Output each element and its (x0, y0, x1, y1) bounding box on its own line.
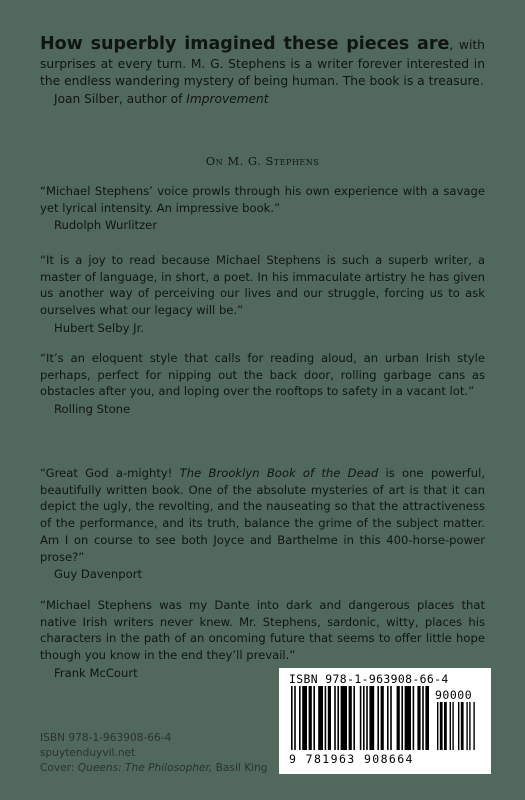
barcode-right-group: 908664 (363, 752, 414, 766)
publisher-site: spuytenduyvil.net (40, 747, 136, 759)
isbn-line: ISBN 978-1-963908-66-4 (40, 732, 172, 744)
publication-info (40, 731, 268, 776)
quote-text: is one powerful, beautifully written book. One of the absolute mysteries of art is that it can depict the ugly, the revolting, and the nauseating so that the attractiveness of the performance, and its truth, balance the grime of the subject matter. Am I on course to see both Joyce and Barthelme in this 400-horse-power prose?” (40, 466, 486, 564)
quote-author: Frank McCourt (54, 665, 138, 680)
quote-author: Rolling Stone (54, 402, 131, 417)
lead-blurb (40, 32, 485, 108)
barcode-isbn-label: ISBN 978-1-963908-66-4 (289, 672, 449, 686)
barcode-first-digit: 9 (289, 752, 298, 766)
barcode-left-group: 781963 (305, 752, 356, 766)
quote-selby (40, 252, 485, 337)
quote-author: Hubert Selby Jr. (54, 320, 144, 335)
lead-text: , with surprises at every turn. M. G. Stephens is a writer forever interested in the endless wandering mystery of being human. The book is a treasure. (40, 38, 485, 88)
quote-wurlitzer (40, 183, 485, 234)
lead-attribution (40, 90, 485, 108)
barcode-panel (279, 668, 491, 774)
quote-davenport (40, 465, 485, 583)
quote-pre: “Great God a-mighty! (40, 466, 180, 480)
section-heading: On M. G. Stephens (205, 154, 320, 168)
addon-barcode-icon (435, 702, 479, 752)
cover-artist: Basil King (212, 762, 268, 774)
quote-text: “Michael Stephens’ voice prowls through his own experience with a savage yet lyrical intensity. An impressive book.” (40, 184, 485, 215)
quote-author: Rudolph Wurlitzer (54, 218, 158, 233)
quote-book-title: The Brooklyn Book of the Dead (179, 466, 379, 480)
barcode-digits (289, 752, 481, 766)
price-code: 90000 (435, 688, 473, 702)
quote-text: “Michael Stephens was my Dante into dark and dangerous places that native Irish writers never knew. Mr. Stephens, sardonic, witty, places his characters in the path of an oncoming future that seems to offer little hope though you know in the end they’ll prevail.” (40, 598, 485, 663)
quote-rolling-stone (40, 350, 485, 418)
quote-author: Guy Davenport (54, 567, 143, 582)
lead-emphasis: How superbly imagined these pieces are (40, 34, 450, 54)
lead-work-title: Improvement (186, 92, 269, 106)
cover-art-title: Queens: The Philosopher, (77, 762, 213, 774)
cover-credit (40, 761, 268, 776)
quote-text: “It is a joy to read because Michael Stephens is such a superb writer, a master of language, in short, a poet. In his immaculate artistry he has given us another way of perceiving our lives and our struggle, forcing us to ask ourselves what our legacy will be.” (40, 253, 485, 318)
quote-text: “It’s an eloquent style that calls for reading aloud, an urban Irish style perhaps, perfect for nipping out the back door, rolling garbage cans as obstacles after you, and loping over the rooftops to safety in a vacant lot.” (40, 351, 485, 399)
lead-author: Joan Silber, author of (54, 92, 187, 106)
cover-prefix: Cover: (40, 762, 78, 774)
barcode-icon (289, 686, 429, 752)
